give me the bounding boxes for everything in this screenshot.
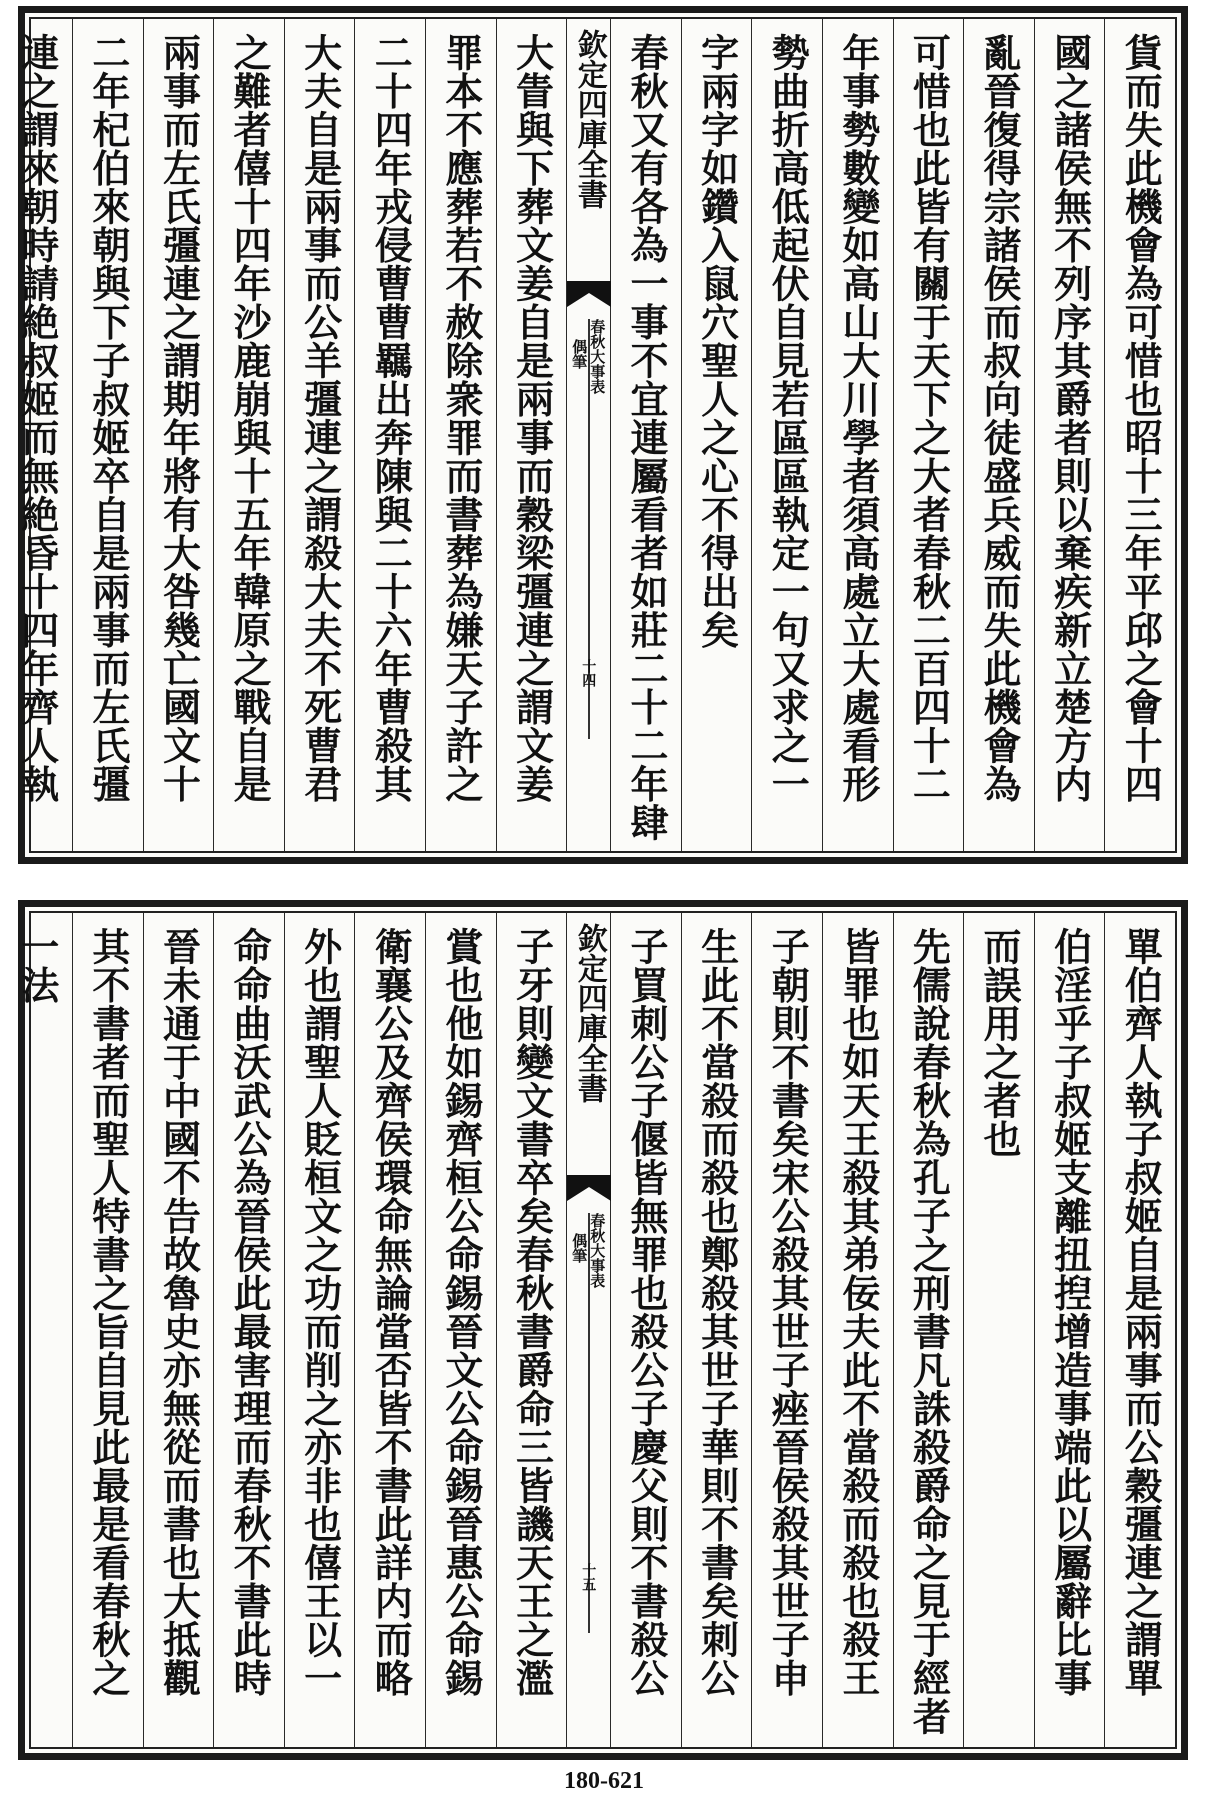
text-column [610,913,681,1747]
column-text: 而誤用之者也 [977,927,1023,1158]
column-text: 單伯齊人執子叔姬自是兩事而公穀彊連之謂單 [1118,927,1164,1697]
banner-page-number: 十五 [580,1563,597,1591]
column-text: 晉未通于中國不告故魯史亦無從而書也大抵觀 [156,927,202,1697]
top-page-frame [14,17,1177,853]
column-text: 大眚與下葬文姜自是兩事而穀梁彊連之謂文姜 [509,33,555,803]
column-text: 大夫自是兩事而公羊彊連之謂殺大夫不死曹君 [297,33,343,803]
text-column [822,19,893,851]
text-column [963,19,1034,851]
text-column [496,19,567,851]
column-text: 命命曲沃武公為晉侯此最害理而春秋不書此時 [227,927,273,1697]
column-text: 貨而失此機會為可惜也昭十三年平邱之會十四 [1118,33,1164,803]
center-banner [566,913,610,1747]
column-text: 外也謂聖人貶桓文之功而削之亦非也僖王以一 [297,927,343,1697]
fish-tail-mark [567,1175,611,1201]
top-page [14,6,1188,864]
text-column [143,19,214,851]
banner-section-title: 偶筆 [570,339,589,369]
text-column [751,913,822,1747]
text-column [822,913,893,1747]
text-column [963,913,1034,1747]
column-text: 之難者僖十四年沙鹿崩與十五年韓原之戰自是 [227,33,273,803]
text-column [610,19,681,851]
text-column [2,913,73,1747]
column-text: 先儒說春秋為孔子之刑書凡誅殺爵命之見于經者 [906,927,952,1736]
text-column [2,19,73,851]
text-column [893,913,964,1747]
text-column [681,19,752,851]
text-column [496,913,567,1747]
text-column [751,19,822,851]
column-text: 二十四年戎侵曹曹羈出奔陳與二十六年曹殺其 [368,33,414,803]
column-text: 生此不當殺而殺也鄭殺其世子華則不書矣刺公 [694,927,740,1697]
column-text: 連之謂來朝時請絶叔姬而無絶昏十四年齊人執 [14,33,60,803]
bottom-page-frame [14,911,1177,1749]
text-column [213,19,284,851]
column-text: 可惜也此皆有關于天下之大者春秋二百四十二 [906,33,952,803]
text-column [284,913,355,1747]
bottom-page-columns [14,913,1175,1747]
text-column [1104,913,1175,1747]
fish-tail-mark [567,281,611,307]
text-column [893,19,964,851]
column-text: 衛襄公及齊侯環命無論當否皆不書此詳内而略 [368,927,414,1697]
column-text: 字兩字如鑽入鼠穴聖人之心不得出矣 [694,33,740,649]
column-text: 其不書者而聖人特書之旨自見此最是看春秋之 [85,927,131,1697]
text-column [354,19,425,851]
column-text: 伯淫乎子叔姬支離扭揑增造事端此以屬辭比事 [1047,927,1093,1697]
text-column [284,19,355,851]
text-column [72,913,143,1747]
center-banner [566,19,610,851]
column-text: 國之諸侯無不列序其爵者則以棄疾新立楚方内 [1047,33,1093,803]
column-text: 子牙則變文書卒矣春秋書爵命三皆譏天王之濫 [509,927,555,1697]
bottom-page [14,900,1188,1760]
text-column [143,913,214,1747]
column-text: 年事勢數變如高山大川學者須高處立大處看形 [835,33,881,803]
column-text: 子買刺公子偃皆無罪也殺公子慶父則不書殺公 [624,927,670,1697]
text-column [425,913,496,1747]
text-column [213,913,284,1747]
text-column [1104,19,1175,851]
column-text: 兩事而左氏彊連之謂期年將有大咎幾亡國文十 [156,33,202,803]
banner-book-title: 春秋大事表 [588,319,607,394]
text-column [1034,913,1105,1747]
column-text: 罪本不應葬若不赦除衆罪而書葬為嫌天子許之 [438,33,484,803]
column-text: 亂晉復得宗諸侯而叔向徒盛兵威而失此機會為 [977,33,1023,803]
banner-book-title: 春秋大事表 [588,1213,607,1288]
text-column [72,19,143,851]
banner-section-title: 偶筆 [570,1233,589,1263]
text-column [1034,19,1105,851]
page-footer-code: 180-621 [564,1768,644,1794]
banner-title: 欽定四庫全書 [571,29,607,209]
column-text: 子朝則不書矣宋公殺其世子痤晉侯殺其世子申 [765,927,811,1697]
column-text: 二年杞伯來朝與下子叔姬卒自是兩事而左氏彊 [85,33,131,803]
column-text: 一法 [14,927,60,1004]
text-column [681,913,752,1747]
banner-title: 欽定四庫全書 [571,923,607,1103]
column-text: 勢曲折高低起伏自見若區區執定一句又求之一 [765,33,811,803]
top-page-columns [14,19,1175,851]
banner-page-number: 十四 [580,659,597,687]
column-text: 賞也他如錫齊桓公命錫晉文公命錫晉惠公命錫 [438,927,484,1697]
text-column [354,913,425,1747]
column-text: 皆罪也如天王殺其弟佞夫此不當殺而殺也殺王 [835,927,881,1697]
text-column [425,19,496,851]
column-text: 春秋又有各為一事不宜連屬看者如莊二十二年肆 [624,33,670,842]
